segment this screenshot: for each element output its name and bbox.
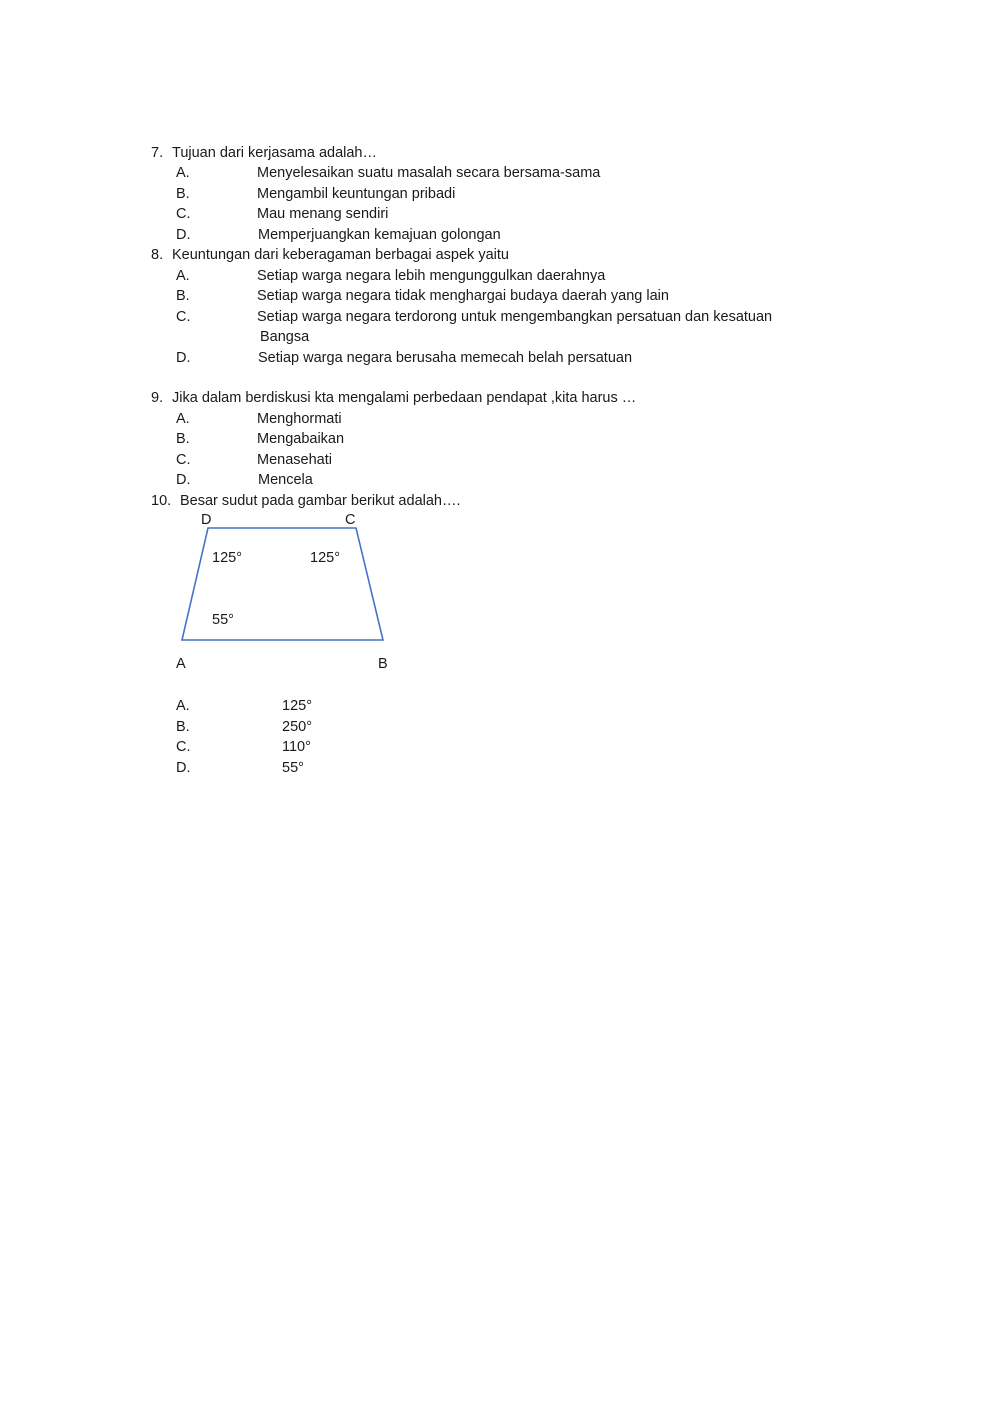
question-9-text: Jika dalam berdiskusi kta mengalami perbedaan pendapat ,kita harus … bbox=[172, 390, 637, 406]
option-letter: C. bbox=[176, 309, 191, 325]
vertex-label-c: C bbox=[345, 512, 356, 528]
vertex-label-b: B bbox=[378, 656, 388, 672]
option-text: Menyelesaikan suatu masalah secara bersama-sama bbox=[257, 165, 601, 181]
option-text-continuation: Bangsa bbox=[260, 329, 310, 345]
option-text: 55° bbox=[282, 760, 304, 776]
option-letter: B. bbox=[176, 186, 190, 202]
angle-label-c: 125° bbox=[310, 550, 340, 566]
option-text: Setiap warga negara berusaha memecah belah persatuan bbox=[258, 350, 633, 366]
question-10-number: 10. bbox=[151, 493, 172, 509]
question-9-number: 9. bbox=[151, 390, 164, 406]
option-text: Setiap warga negara lebih mengunggulkan daerahnya bbox=[257, 268, 606, 284]
option-text: 250° bbox=[282, 719, 312, 735]
vertex-label-d: D bbox=[201, 512, 212, 528]
trapezoid-diagram bbox=[170, 508, 410, 678]
question-10-text: Besar sudut pada gambar berikut adalah…. bbox=[180, 493, 461, 509]
option-text: Memperjuangkan kemajuan golongan bbox=[258, 227, 501, 243]
option-text: Menghormati bbox=[257, 411, 342, 427]
option-letter: B. bbox=[176, 719, 190, 735]
option-letter: D. bbox=[176, 350, 191, 366]
trapezoid-figure bbox=[170, 508, 410, 678]
option-letter: A. bbox=[176, 411, 190, 427]
question-7-number: 7. bbox=[151, 145, 164, 161]
option-text: Menasehati bbox=[257, 452, 332, 468]
option-letter: D. bbox=[176, 760, 191, 776]
option-text: Mau menang sendiri bbox=[257, 206, 389, 222]
option-letter: C. bbox=[176, 452, 191, 468]
question-8-number: 8. bbox=[151, 247, 164, 263]
option-text: Mengambil keuntungan pribadi bbox=[257, 186, 456, 202]
option-letter: C. bbox=[176, 739, 191, 755]
option-letter: B. bbox=[176, 431, 190, 447]
option-letter: A. bbox=[176, 165, 190, 181]
option-text: 125° bbox=[282, 698, 312, 714]
angle-label-d: 125° bbox=[212, 550, 242, 566]
option-text: Mengabaikan bbox=[257, 431, 345, 447]
option-letter: B. bbox=[176, 288, 190, 304]
option-text: Mencela bbox=[258, 472, 313, 488]
option-letter: D. bbox=[176, 472, 191, 488]
option-text: Setiap warga negara terdorong untuk mengembangkan persatuan dan kesatuan bbox=[257, 309, 773, 325]
option-text: 110° bbox=[282, 739, 311, 755]
option-letter: D. bbox=[176, 227, 191, 243]
angle-label-a: 55° bbox=[212, 612, 234, 628]
option-letter: C. bbox=[176, 206, 191, 222]
vertex-label-a: A bbox=[176, 656, 186, 672]
question-7-text: Tujuan dari kerjasama adalah… bbox=[172, 145, 377, 161]
option-text: Setiap warga negara tidak menghargai budaya daerah yang lain bbox=[257, 288, 669, 304]
question-8-text: Keuntungan dari keberagaman berbagai aspek yaitu bbox=[172, 247, 509, 263]
option-letter: A. bbox=[176, 268, 190, 284]
option-letter: A. bbox=[176, 698, 190, 714]
